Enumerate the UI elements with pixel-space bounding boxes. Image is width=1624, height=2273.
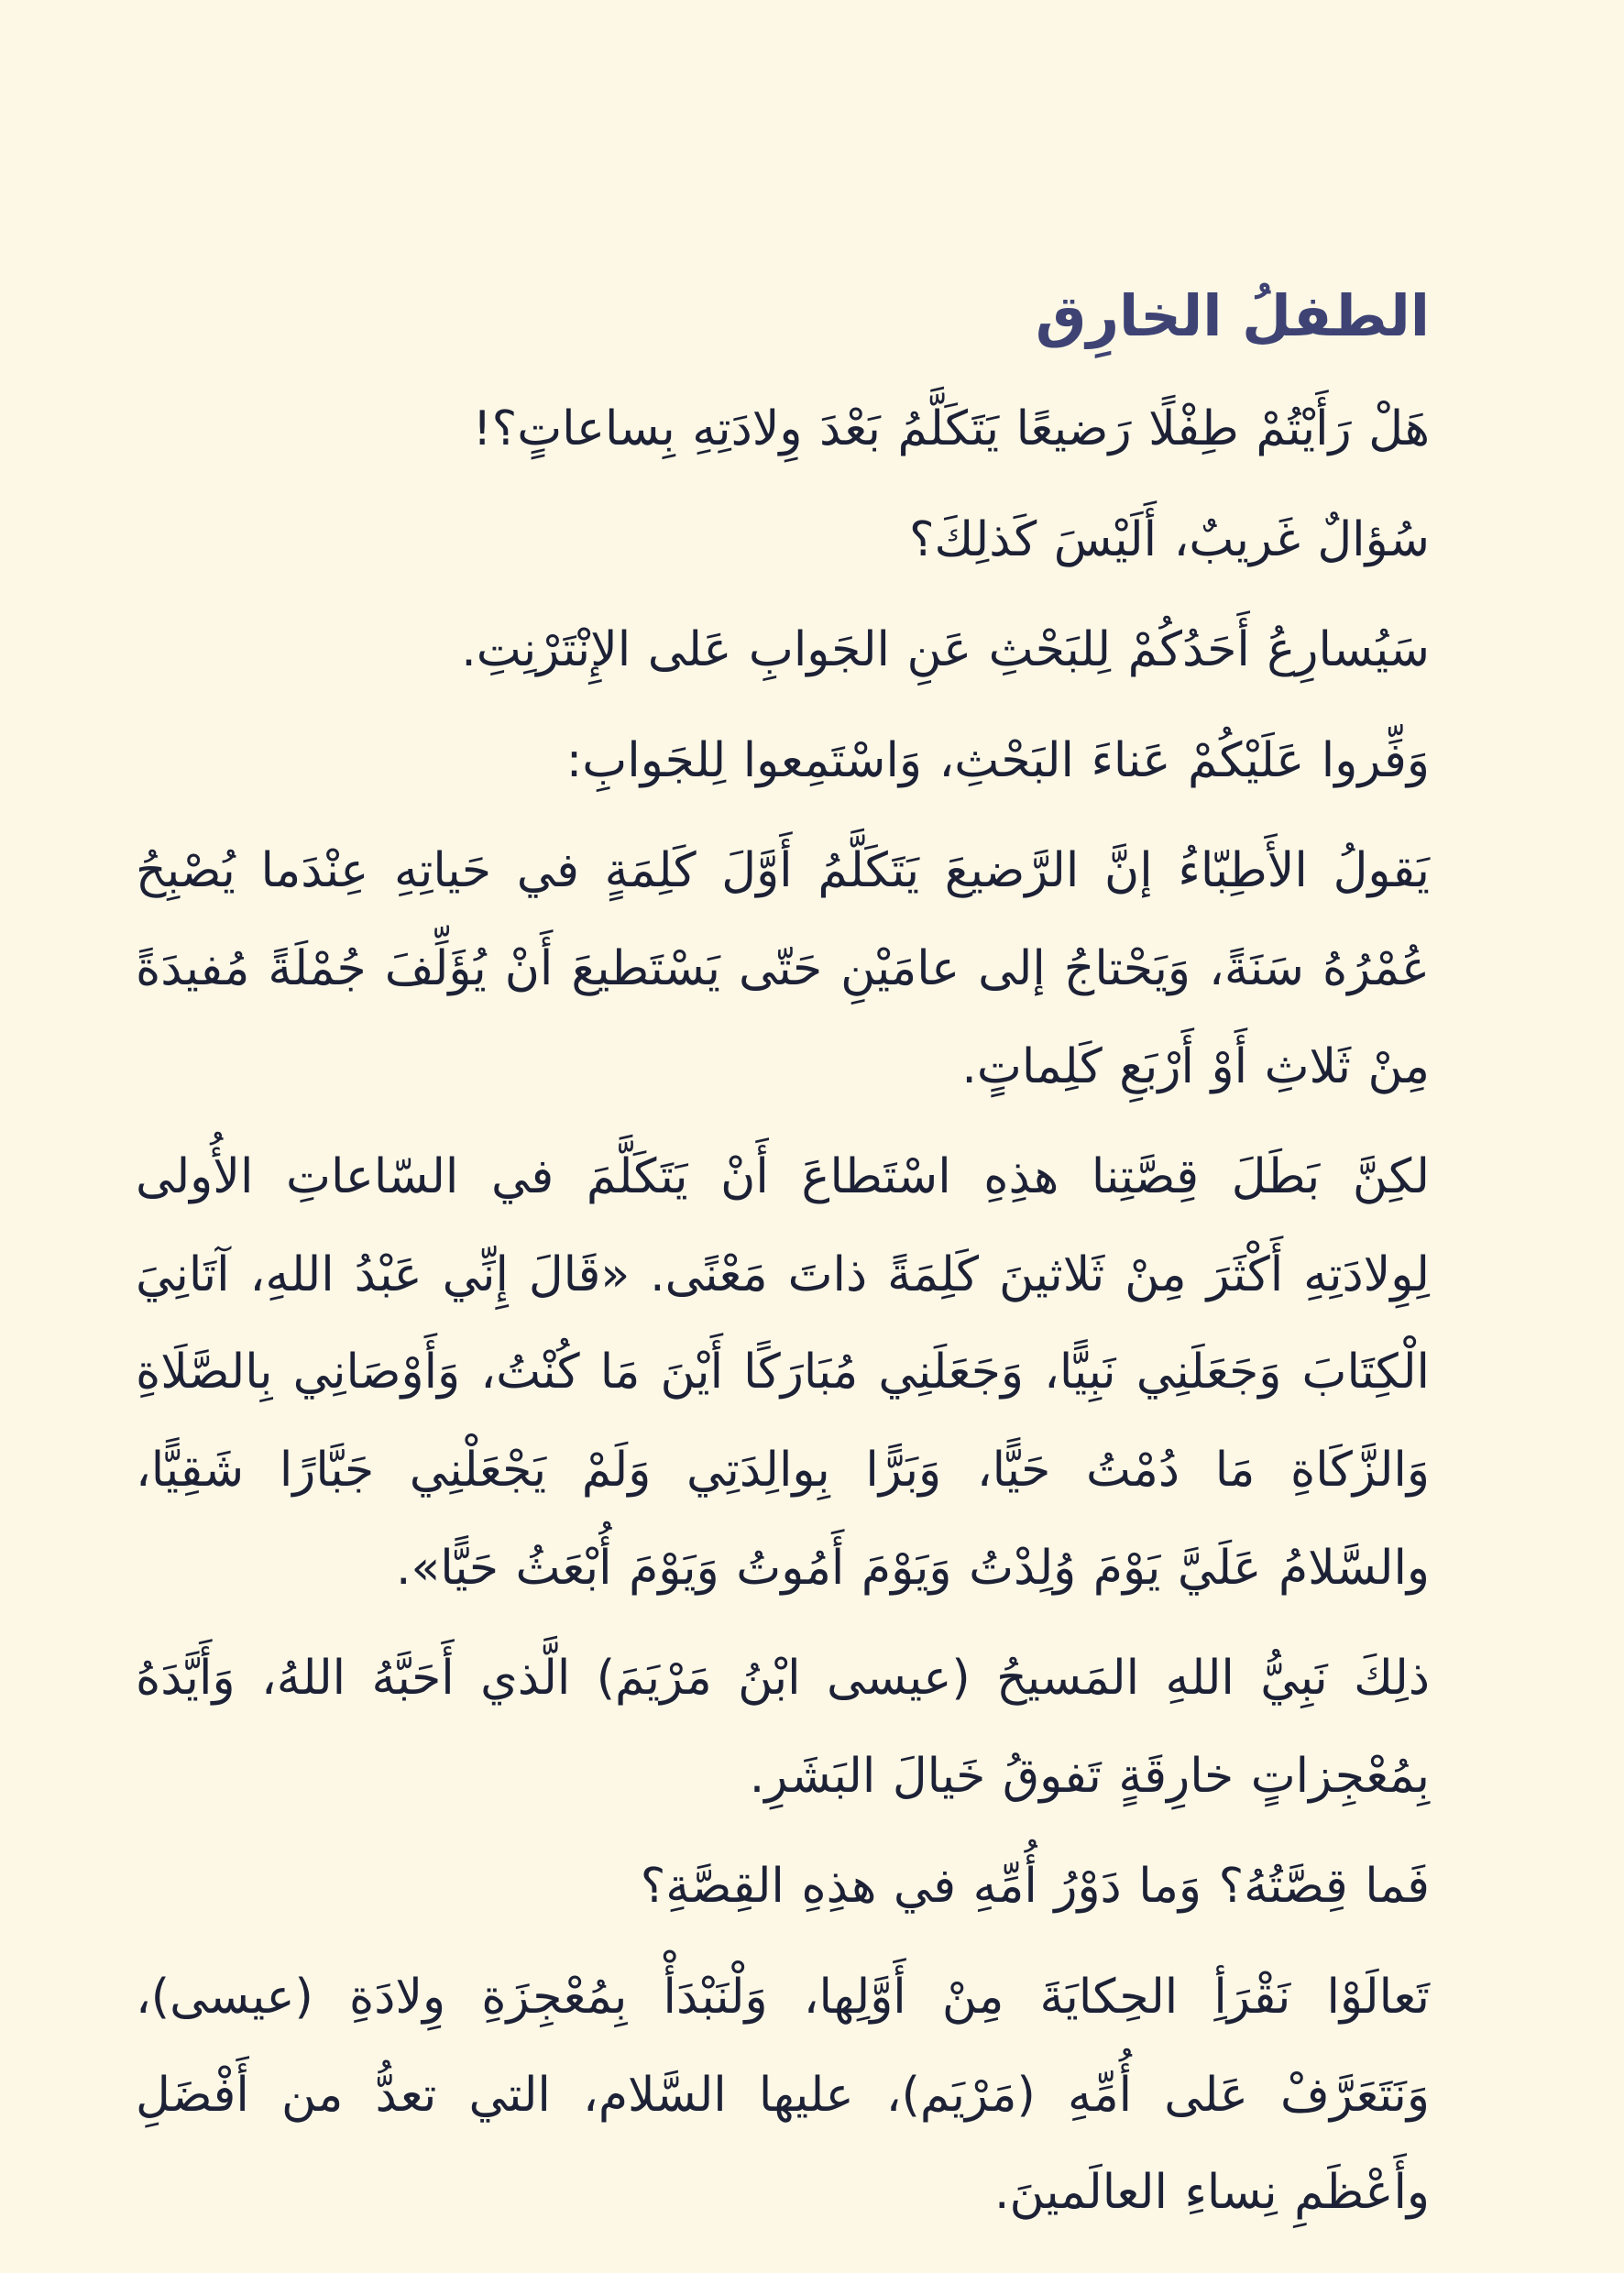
- body-text: [136, 380, 1430, 2242]
- paragraph: وَفِّروا عَلَيْكُمْ عَناءَ البَحْثِ، وَاسْتَمِعوا لِلجَوابِ:: [565, 732, 1430, 788]
- paragraph: لكِنَّ بَطَلَ قِصَّتِنا هذِهِ اسْتَطاعَ أَنْ يَتَكَلَّمَ في السّاعاتِ الأُولى لِوِلادَتِهِ أَكْثَرَ مِنْ ثَلاثينَ كَلِمَةً ذاتَ مَعْنًى. «قَالَ إِنِّي عَبْدُ اللهِ، آتَانِيَ الْكِتَابَ وَجَعَلَنِي نَبِيًّا، وَجَعَلَنِي مُبَارَكًا أَيْنَ مَا كُنْتُ، وَأَوْصَانِي بِالصَّلَاةِ وَالزَّكَاةِ مَا دُمْتُ حَيًّا، وَبَرًّا بِوالِدَتِي وَلَمْ يَجْعَلْنِي جَبَّارًا شَقِيًّا، والسَّلامُ عَلَيَّ يَوْمَ وُلِدْتُ وَيَوْمَ أَمُوتُ وَيَوْمَ أُبْعَثُ حَيًّا».: [136, 1149, 1430, 1596]
- page-title: الطفلُ الخارِق: [1035, 282, 1430, 349]
- paragraph: تَعالَوْا نَقْرَأِ الحِكايَةَ مِنْ أَوَّلِها، وَلْنَبْدَأْ بِمُعْجِزَةِ وِلادَةِ (عيسى)، وَنَتَعَرَّفْ عَلى أُمِّهِ (مَرْيَم)، عليها السَّلام، التي تعدُّ من أَفْضَلِ وأَعْظَمِ نِساءِ العالَمينَ.: [136, 1969, 1430, 2221]
- paragraph: سَيُسارِعُ أَحَدُكُمْ لِلبَحْثِ عَنِ الجَوابِ عَلى الإِنْتَرْنِتِ.: [461, 622, 1430, 678]
- paragraph: سُؤالٌ غَريبٌ، أَلَيْسَ كَذلِكَ؟: [908, 511, 1430, 567]
- paragraph: ذلِكَ نَبِيُّ اللهِ المَسيحُ (عيسى ابْنُ مَرْيَمَ) الَّذي أَحَبَّهُ اللهُ، وَأَيَّدَهُ بِمُعْجِزاتٍ خارِقَةٍ تَفوقُ خَيالَ البَشَرِ.: [136, 1651, 1430, 1804]
- paragraph: فَما قِصَّتُهُ؟ وَما دَوْرُ أُمِّهِ في هذِهِ القِصَّةِ؟: [640, 1859, 1430, 1915]
- paragraph: هَلْ رَأَيْتُمْ طِفْلًا رَضيعًا يَتَكَلَّمُ بَعْدَ وِلادَتِهِ بِساعاتٍ؟!: [472, 401, 1430, 456]
- paragraph: يَقولُ الأَطِبّاءُ إنَّ الرَّضيعَ يَتَكَلَّمُ أَوَّلَ كَلِمَةٍ في حَياتِهِ عِنْدَما يُصْبِحُ عُمْرُهُ سَنَةً، وَيَحْتاجُ إلى عامَيْنِ حَتّى يَسْتَطيعَ أَنْ يُؤَلِّفَ جُمْلَةً مُفيدَةً مِنْ ثَلاثِ أَوْ أَرْبَعِ كَلِماتٍ.: [136, 843, 1430, 1094]
